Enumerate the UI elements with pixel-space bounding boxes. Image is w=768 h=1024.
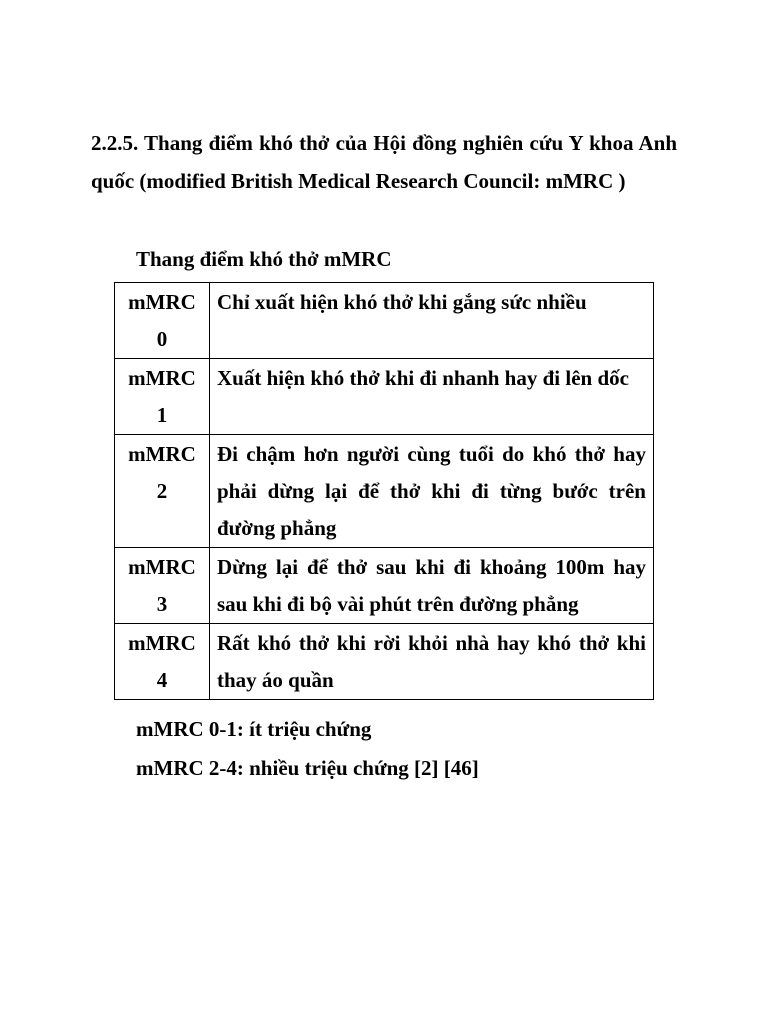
grade-level: 0 <box>156 327 168 351</box>
grade-cell <box>115 435 210 548</box>
grade-description: Đi chậm hơn người cùng tuổi do khó thở hay phải dừng lại để thở khi đi từng bước trên đường phẳng <box>210 435 654 548</box>
mmrc-scale-table <box>114 282 654 700</box>
grade-label: mMRC <box>128 366 196 390</box>
table-row <box>115 624 654 700</box>
grade-level: 2 <box>156 479 168 503</box>
grade-level: 1 <box>156 403 168 427</box>
table-row <box>115 359 654 435</box>
grade-description: Chỉ xuất hiện khó thở khi gắng sức nhiều <box>210 283 654 359</box>
grade-cell <box>115 624 210 700</box>
table-caption: Thang điểm khó thở mMRC <box>136 247 392 271</box>
grade-label: mMRC <box>128 631 196 655</box>
table-row <box>115 283 654 359</box>
grade-level: 4 <box>156 668 168 692</box>
table-row <box>115 548 654 624</box>
grade-label: mMRC <box>128 555 196 579</box>
grade-level: 3 <box>156 592 168 616</box>
table-row <box>115 435 654 548</box>
grade-description: Rất khó thở khi rời khỏi nhà hay khó thở khi thay áo quần <box>210 624 654 700</box>
grade-cell <box>115 359 210 435</box>
grade-label: mMRC <box>128 442 196 466</box>
grade-description: Dừng lại để thở sau khi đi khoảng 100m hay sau khi đi bộ vài phút trên đường phẳng <box>210 548 654 624</box>
section-heading: 2.2.5. Thang điểm khó thở của Hội đồng nghiên cứu Y khoa Anh quốc (modified British Medical Research Council: mMRC ) <box>91 131 677 193</box>
note-low-symptoms: mMRC 0-1: ít triệu chứng <box>136 717 372 741</box>
grade-label: mMRC <box>128 290 196 314</box>
grade-description: Xuất hiện khó thở khi đi nhanh hay đi lên dốc <box>210 359 654 435</box>
note-high-symptoms: mMRC 2-4: nhiều triệu chứng [2] [46] <box>136 756 479 780</box>
grade-cell <box>115 548 210 624</box>
grade-cell <box>115 283 210 359</box>
